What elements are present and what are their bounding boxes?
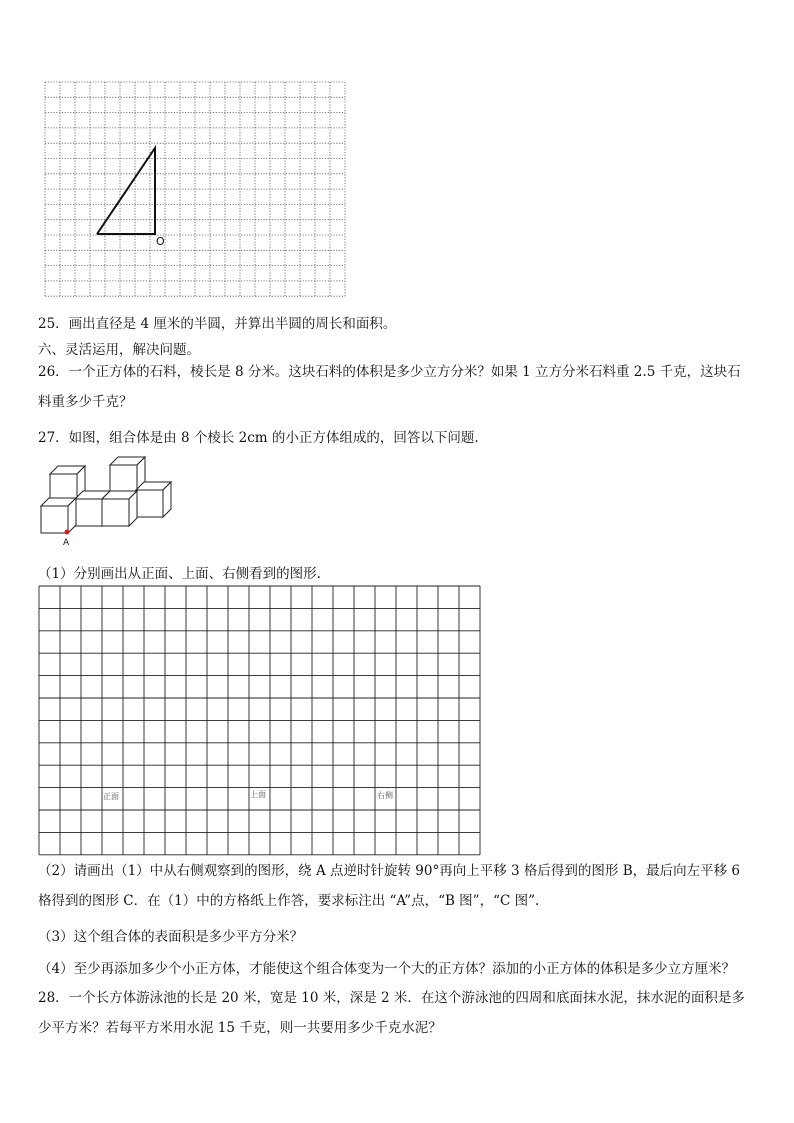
front-view-label: 正面 <box>103 792 119 801</box>
question-27-sub2: （2）请画出（1）中从右侧观察到的图形，绕 A 点逆时针旋转 90°再向上平移 3 格后得到的图形 B，最后向左平移 6 格得到的图形 C．在（1）中的方格纸上作答，要求标注出 “A”点，“B 图”，“C 图”. <box>38 863 740 909</box>
top-view-label: 上面 <box>250 790 266 799</box>
right-view-label: 右侧 <box>377 791 393 800</box>
point-a-label: A <box>63 538 70 548</box>
point-a-marker <box>65 530 70 535</box>
cube-assembly-figure <box>36 454 176 548</box>
triangle-shape <box>97 148 155 234</box>
question-27-sub4: （4）至少再添加多少个小正方体，才能使这个组合体变为一个大的正方体？添加的小正方体的体积是多少立方厘米？ <box>38 961 736 977</box>
question-27-sub3: （3）这个组合体的表面积是多少平方分米？ <box>38 929 304 945</box>
question-28: 28．一个长方体游泳池的长是 20 米，宽是 10 米，深是 2 米．在这个游泳池的四周和底面抹水泥，抹水泥的面积是多少平方米？若每平方米用水泥 15 千克，则一共要用多少千克水泥？ <box>38 990 745 1036</box>
point-o-label: O <box>156 235 165 248</box>
small-cube <box>102 491 137 526</box>
dotted-grid-figure <box>42 80 348 298</box>
small-cube <box>41 498 76 533</box>
small-cube <box>136 482 171 517</box>
question-27-sub1: （1）分别画出从正面、上面、右侧看到的图形. <box>38 566 321 582</box>
answer-grid[interactable] <box>38 585 484 857</box>
section-6-heading: 六、灵活运用，解决问题。 <box>38 342 200 358</box>
question-25: 25．画出直径是 4 厘米的半圆，并算出半圆的周长和面积。 <box>38 316 397 332</box>
question-26: 26．一个正方体的石料，棱长是 8 分米。这块石料的体积是多少立方分米？如果 1 立方分米石料重 2.5 千克，这块石料重多少千克？ <box>38 364 741 410</box>
question-27: 27．如图，组合体是由 8 个棱长 2cm 的小正方体组成的，回答以下问题. <box>38 430 479 446</box>
